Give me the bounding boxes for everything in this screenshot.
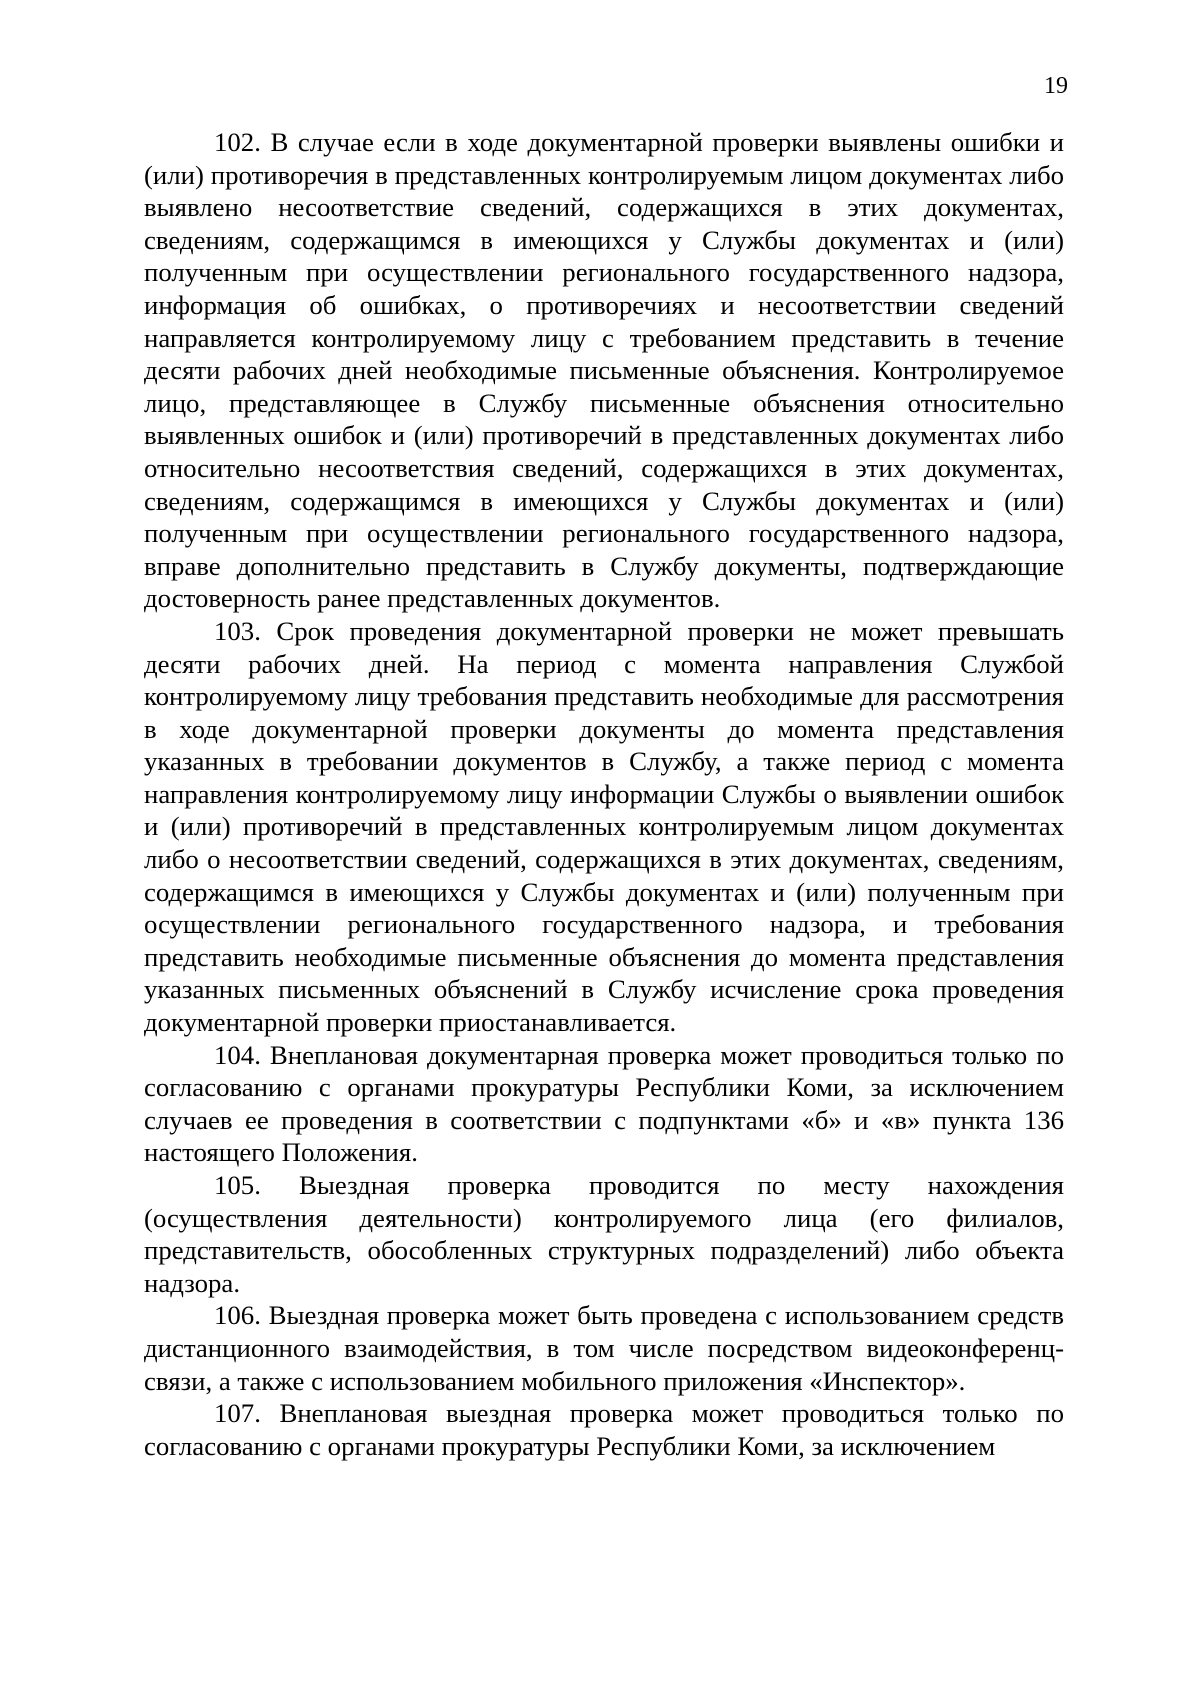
document-body bbox=[144, 126, 1064, 1462]
page-number: 19 bbox=[1044, 73, 1068, 99]
paragraph-106: 106. Выездная проверка может быть проведена с использованием средств дистанционного взаимодействия, в том числе посредством видеоконференц-связи, а также с использованием мобильного приложения «Инспектор». bbox=[144, 1300, 1064, 1396]
paragraph-102: 102. В случае если в ходе документарной проверки выявлены ошибки и (или) противоречия в представленных контролируемым лицом документах либо выявлено несоответствие сведений, содержащихся в этих документах, сведениям, содержащимся в имеющихся у Службы документах и (или) полученным при осуществлении регионального государственного надзора, информация об ошибках, о противоречиях и несоответствии сведений направляется контролируемому лицу с требованием представить в течение десяти рабочих дней необходимые письменные объяснения. Контролируемое лицо, представляющее в Службу письменные объяснения относительно выявленных ошибок и (или) противоречий в представленных документах либо относительно несоответствия сведений, содержащихся в этих документах, сведениям, содержащимся в имеющихся у Службы документах и (или) полученным при осуществлении регионального государственного надзора, вправе дополнительно представить в Службу документы, подтверждающие достоверность ранее представленных документов. bbox=[144, 127, 1064, 614]
paragraph-104: 104. Внеплановая документарная проверка может проводиться только по согласованию с органами прокуратуры Республики Коми, за исключением случаев ее проведения в соответствии с подпунктами «б» и «в» пункта 136 настоящего Положения. bbox=[144, 1039, 1064, 1168]
paragraph-107: 107. Внеплановая выездная проверка может проводиться только по согласованию с органами прокуратуры Республики Коми, за исключением bbox=[144, 1398, 1064, 1461]
paragraph-103: 103. Срок проведения документарной проверки не может превышать десяти рабочих дней. На период с момента направления Службой контролируемому лицу требования представить необходимые для рассмотрения в ходе документарной проверки документы до момента представления указанных в требовании документов в Службу, а также период с момента направления контролируемому лицу информации Службы о выявлении ошибок и (или) противоречий в представленных контролируемым лицом документах либо о несоответствии сведений, содержащихся в этих документах, сведениям, содержащимся в имеющихся у Службы документах и (или) полученным при осуществлении регионального государственного надзора, и требования представить необходимые письменные объяснения до момента представления указанных письменных объяснений в Службу исчисление срока проведения документарной проверки приостанавливается. bbox=[144, 615, 1064, 1038]
paragraph-105: 105. Выездная проверка проводится по месту нахождения (осуществления деятельности) контролируемого лица (его филиалов, представительств, обособленных структурных подразделений) либо объекта надзора. bbox=[144, 1170, 1064, 1298]
